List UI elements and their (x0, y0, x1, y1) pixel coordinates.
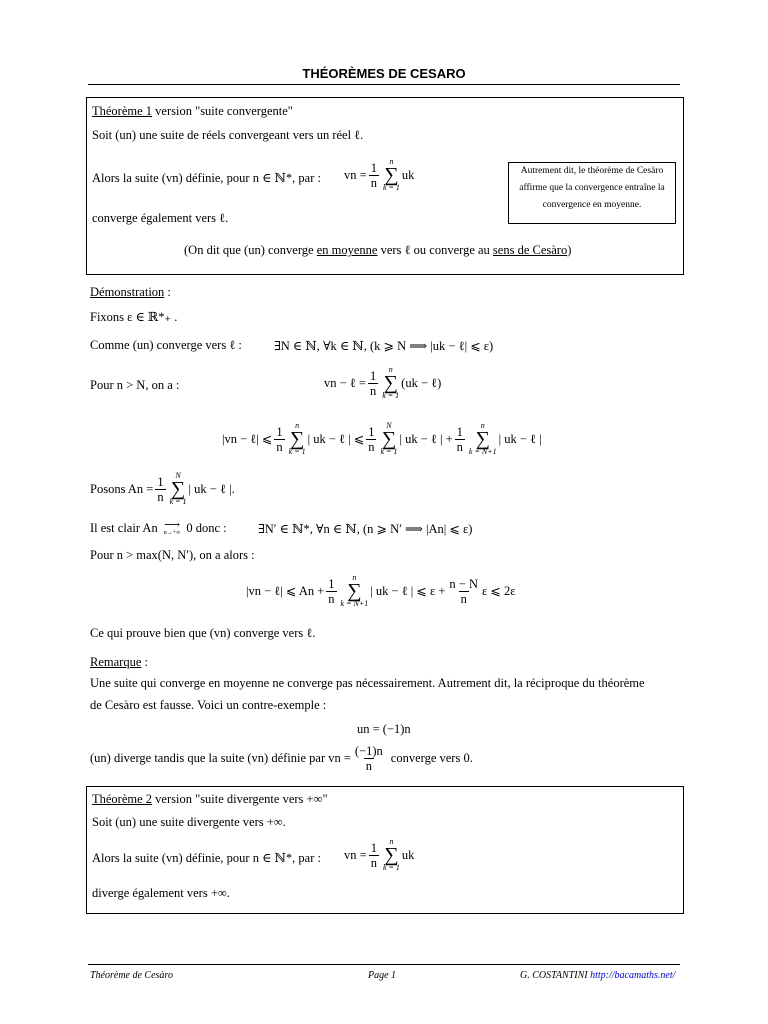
sum-sign: n ∑ k = 1 (382, 837, 400, 872)
sum-sign: n ∑ k = 1 (382, 365, 400, 400)
theorem1-line2: Alors la suite (vn) définie, pour n ∈ ℕ*, par : (92, 171, 321, 185)
theorem1-line1: Soit (un) une suite de réels convergeant vers un réel ℓ. (92, 128, 364, 142)
remark-line1: Une suite qui converge en moyenne ne converge pas nécessairement. Autrement dit, la réciproque du théorème (90, 676, 645, 690)
sum-sign: n ∑ k = 1 (288, 421, 306, 456)
theorem1-formula-lhs: vn = (344, 167, 367, 182)
sum-sign: n ∑ k = N+1 (468, 421, 497, 456)
demo-heading: Démonstration : (90, 285, 171, 299)
theorem1-line3: converge également vers ℓ. (92, 211, 229, 225)
sum-sign: N ∑ k = 1 (169, 471, 187, 506)
demo-line1: Fixons ε ∈ ℝ*₊ . (90, 310, 178, 324)
demo-formula5: Posons An = $\frac{1}{n}$ N ∑ k = 1 | uk − ℓ |. (90, 471, 235, 506)
sum-sign: N ∑ k = 1 (380, 421, 398, 456)
page-title: THÉORÈMES DE CESARO (302, 66, 466, 81)
demo-formula3: vn − ℓ = $\frac{1}{n}$ n ∑ k = 1 (uk − ℓ) (324, 365, 442, 400)
remark-line4: (un) diverge tandis que la suite (vn) définie par vn = $\frac{(-1)n}{n}$ converge vers 0. (90, 744, 473, 773)
theorem2-formula: vn = $\frac{1}{n}$ n ∑ k = 1 uk (344, 837, 415, 872)
arrow-icon: ⟶ (164, 519, 180, 531)
demo-line3a: Pour n > N, on a : (90, 378, 180, 392)
demo-line9: Ce qui prouve bien que (vn) converge vers ℓ. (90, 626, 316, 640)
theorem1-heading (92, 104, 293, 119)
demo-line6c: ∃N′ ∈ ℕ*, ∀n ∈ ℕ, (n ⩾ N′ ⟹ |An| ⩽ ε) (258, 522, 473, 536)
theorem2-heading: Théorème 2 version "suite divergente vers +∞" (92, 792, 328, 806)
footer-author-line (520, 970, 675, 981)
theorem1-formula: vn = $\frac{1}{n}$ n ∑ k = 1 uk (344, 157, 415, 192)
footer-left: Théorème de Cesàro (90, 970, 173, 981)
limit-arrow: ⟶ n→+∞ (163, 519, 181, 536)
demo-line7: Pour n > max(N, N′), on a alors : (90, 548, 255, 562)
theorem2-line2: Alors la suite (vn) définie, pour n ∈ ℕ*, par : (92, 851, 321, 865)
theorem1-label: Théorème 1 (92, 104, 153, 118)
remark-line3: un = (−1)n (357, 722, 411, 736)
theorem1-note: Autrement dit, le théorème de Cesàro affirme que la convergence entraîne la convergence en moyenne. (508, 162, 676, 224)
remark-heading: Remarque : (90, 655, 148, 669)
demo-formula4: |vn − ℓ| ⩽ $\frac{1}{n}$ n ∑ k = 1 | uk − ℓ | ⩽ $\frac{1}{n}$ N ∑ k = 1 | uk − ℓ | + $\frac{1}{n}$ n ∑ k = N+1 | uk − ℓ | (222, 421, 542, 456)
demo-formula8: |vn − ℓ| ⩽ An + $\frac{1}{n}$ n ∑ k = N+1 | uk − ℓ | ⩽ ε + $\frac{n - N}{n}$ ε ⩽ 2ε (246, 573, 516, 608)
fraction: $\frac{1}{n}$ (370, 160, 377, 190)
theorem2-line1: Soit (un) une suite divergente vers +∞. (92, 815, 286, 829)
demo-line2b: ∃N ∈ ℕ, ∀k ∈ ℕ, (k ⩾ N ⟹ |uk − ℓ| ⩽ ε) (274, 339, 494, 353)
demo-line6: Il est clair An ⟶ n→+∞ 0 donc : (90, 519, 227, 536)
title-rule (88, 84, 680, 85)
demo-line2a: Comme (un) converge vers ℓ : (90, 338, 242, 352)
remark-line2: de Cesàro est fausse. Voici un contre-exemple : (90, 698, 327, 712)
sum-sign: n ∑ k = N+1 (340, 573, 369, 608)
theorem1-line4: (On dit que (un) converge en moyenne vers ℓ ou converge au sens de Cesàro) (184, 243, 572, 257)
sum-sign: n ∑ k = 1 (382, 157, 400, 192)
theorem2-line3: diverge également vers +∞. (92, 886, 230, 900)
footer-link[interactable]: http://bacamaths.net/ (590, 970, 676, 981)
footer-rule (88, 964, 680, 965)
theorem1-subtitle: version "suite convergente" (155, 104, 293, 118)
footer-author: G. COSTANTINI (520, 970, 588, 981)
footer-page: Page 1 (368, 970, 397, 981)
